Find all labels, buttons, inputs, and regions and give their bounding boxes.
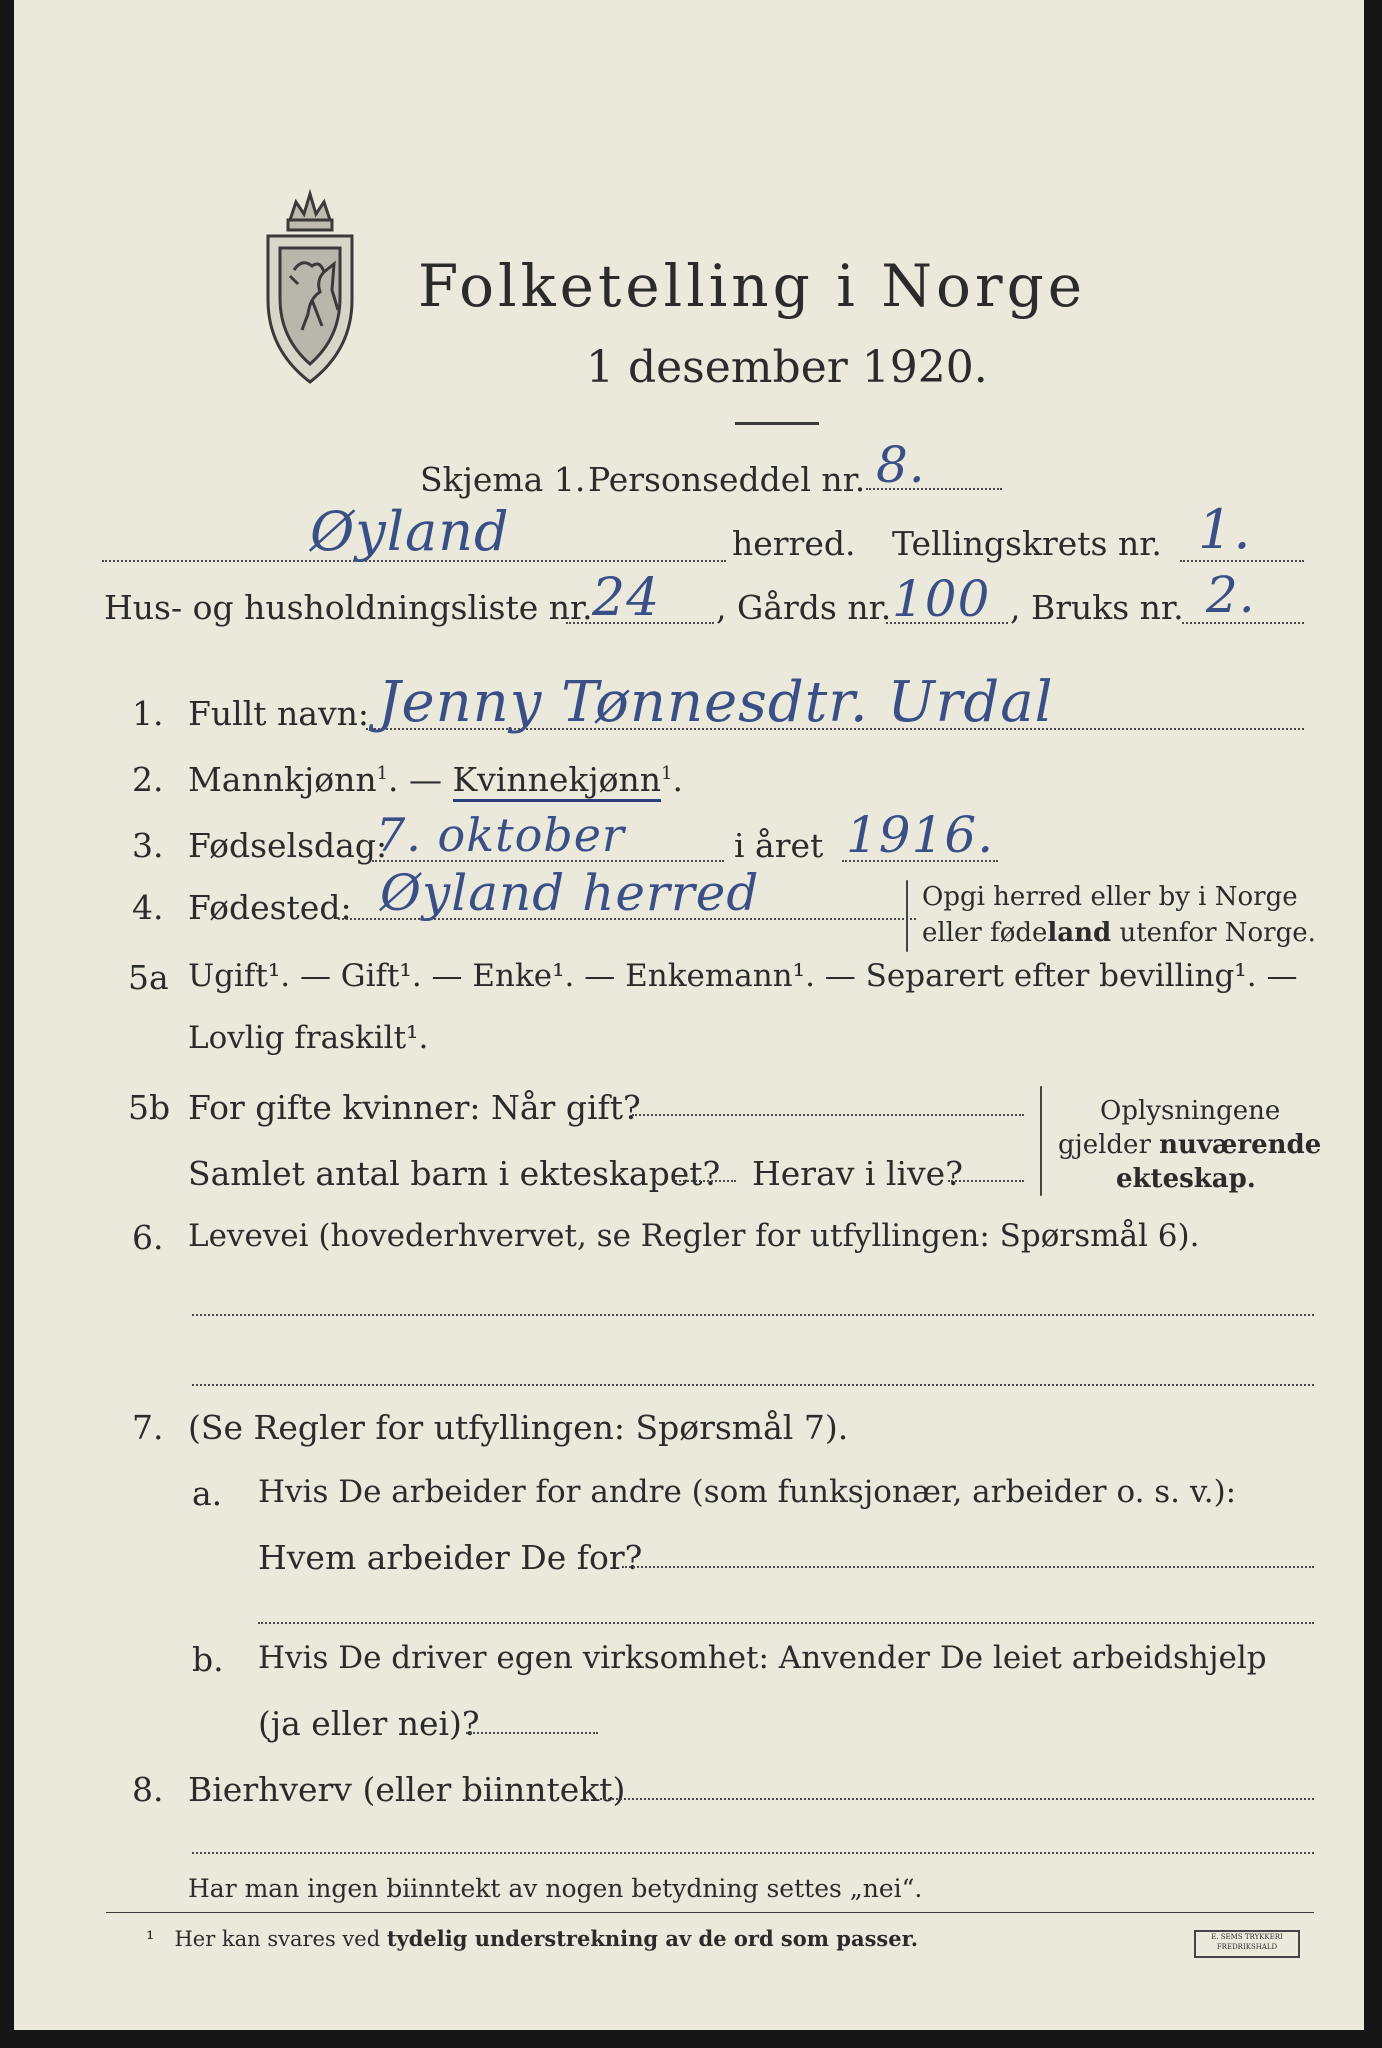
employer-field-line2[interactable] xyxy=(258,1622,1314,1624)
gards-label: , Gårds nr. xyxy=(716,588,892,627)
q5a-number: 5a xyxy=(128,958,169,997)
census-date: 1 desember 1920. xyxy=(586,342,988,393)
q7-number: 7. xyxy=(132,1408,164,1447)
q5b-number: 5b xyxy=(128,1088,171,1127)
employer-field[interactable] xyxy=(622,1566,1314,1568)
herred-label: herred. xyxy=(732,524,856,563)
gards-value: 100 xyxy=(892,570,991,628)
q2-number: 2. xyxy=(132,760,164,799)
birthday-value: 7. oktober xyxy=(376,808,625,862)
children-alive-field[interactable] xyxy=(948,1180,1024,1182)
q4-label: Fødested: xyxy=(188,888,352,927)
q7a-question: Hvis De arbeider for andre (som funksjonær, arbeider o. s. v.): xyxy=(258,1474,1237,1510)
personseddel-value: 8. xyxy=(876,436,926,494)
personseddel-label: Personseddel nr. xyxy=(588,460,866,499)
children-total-field[interactable] xyxy=(672,1180,736,1182)
children-total-label: Samlet antal barn i ekteskapet? xyxy=(188,1154,721,1193)
marital-status-options[interactable]: Ugift¹. — Gift¹. — Enke¹. — Enkemann¹. — Separert efter bevilling¹. — xyxy=(188,958,1298,994)
q6-number: 6. xyxy=(132,1218,164,1257)
q1-number: 1. xyxy=(132,694,164,733)
marriage-note-line1: Oplysningene xyxy=(1100,1096,1281,1126)
birthplace-note-brace xyxy=(906,880,908,952)
footnote: ¹ Her kan svares ved tydelig understrekning av de ord som passer. xyxy=(146,1926,919,1951)
coat-of-arms-icon xyxy=(250,180,370,390)
bruks-label: , Bruks nr. xyxy=(1010,588,1184,627)
option-female[interactable]: Kvinnekjønn xyxy=(453,760,662,802)
birthplace-value: Øyland herred xyxy=(380,864,760,922)
birth-year-value: 1916. xyxy=(846,806,995,864)
side-income-field-line2[interactable] xyxy=(192,1852,1314,1854)
scan-border-left xyxy=(0,0,14,2048)
side-income-field[interactable] xyxy=(600,1798,1314,1800)
q2-options: Mannkjønn$^1$. — Kvinnekjønn$^1$. xyxy=(188,760,683,799)
q3-label: Fødselsdag: xyxy=(188,826,388,865)
bruks-value: 2. xyxy=(1206,566,1256,624)
printer-stamp: E. SEMS TRYKKERI FREDRIKSHALD xyxy=(1194,1930,1300,1958)
herred-value: Øyland xyxy=(310,500,510,563)
q7b-question: Hvis De driver egen virksomhet: Anvender De leiet arbeidshjelp xyxy=(258,1640,1267,1676)
q8-number: 8. xyxy=(132,1770,164,1809)
full-name-value: Jenny Tønnesdtr. Urdal xyxy=(378,670,1054,735)
option-male[interactable]: Mannkjønn xyxy=(188,760,377,799)
krets-label: Tellingskrets nr. xyxy=(892,524,1162,563)
schema-label: Skjema 1. xyxy=(420,460,586,499)
q1-label: Fullt navn: xyxy=(188,694,369,733)
employer-label: Hvem arbeider De for? xyxy=(258,1538,643,1577)
occupation-field-line2[interactable] xyxy=(192,1384,1314,1386)
marriage-note-line3: ekteskap. xyxy=(1116,1164,1256,1194)
title-divider xyxy=(735,422,819,425)
year-label: i året xyxy=(734,826,824,865)
q3-number: 3. xyxy=(132,826,164,865)
q7-label: (Se Regler for utfyllingen: Spørsmål 7). xyxy=(188,1408,849,1447)
form-title: Folketelling i Norge xyxy=(418,252,1087,320)
q7b-letter: b. xyxy=(192,1640,224,1679)
no-income-note: Har man ingen biinntekt av nogen betydning settes „nei“. xyxy=(188,1874,923,1903)
birthplace-note-line2: eller fødeland utenfor Norge. xyxy=(922,918,1316,948)
hired-help-field[interactable] xyxy=(466,1732,598,1734)
q8-label: Bierhverv (eller biinntekt) xyxy=(188,1770,626,1809)
married-when-field[interactable] xyxy=(632,1114,1024,1116)
children-alive-label: Herav i live? xyxy=(752,1154,963,1193)
q7a-letter: a. xyxy=(192,1474,223,1513)
scan-border-bottom xyxy=(0,2030,1382,2048)
marriage-note-brace xyxy=(1040,1086,1042,1196)
hired-help-label: (ja eller nei)? xyxy=(258,1704,480,1743)
marriage-note-line2: gjelder nuværende xyxy=(1058,1130,1322,1160)
krets-value: 1. xyxy=(1198,498,1252,561)
footnote-divider xyxy=(106,1912,1314,1913)
marital-status-divorced[interactable]: Lovlig fraskilt¹. xyxy=(188,1020,429,1056)
occupation-field-line1[interactable] xyxy=(192,1314,1314,1316)
q6-label: Levevei (hovederhvervet, se Regler for utfyllingen: Spørsmål 6). xyxy=(188,1218,1200,1254)
hus-value: 24 xyxy=(592,568,661,628)
hus-label: Hus- og husholdningsliste nr. xyxy=(104,588,593,627)
married-when-label: For gifte kvinner: Når gift? xyxy=(188,1088,641,1127)
birthplace-note-line1: Opgi herred eller by i Norge xyxy=(922,882,1298,912)
scan-border-right xyxy=(1364,0,1382,2048)
q4-number: 4. xyxy=(132,888,164,927)
